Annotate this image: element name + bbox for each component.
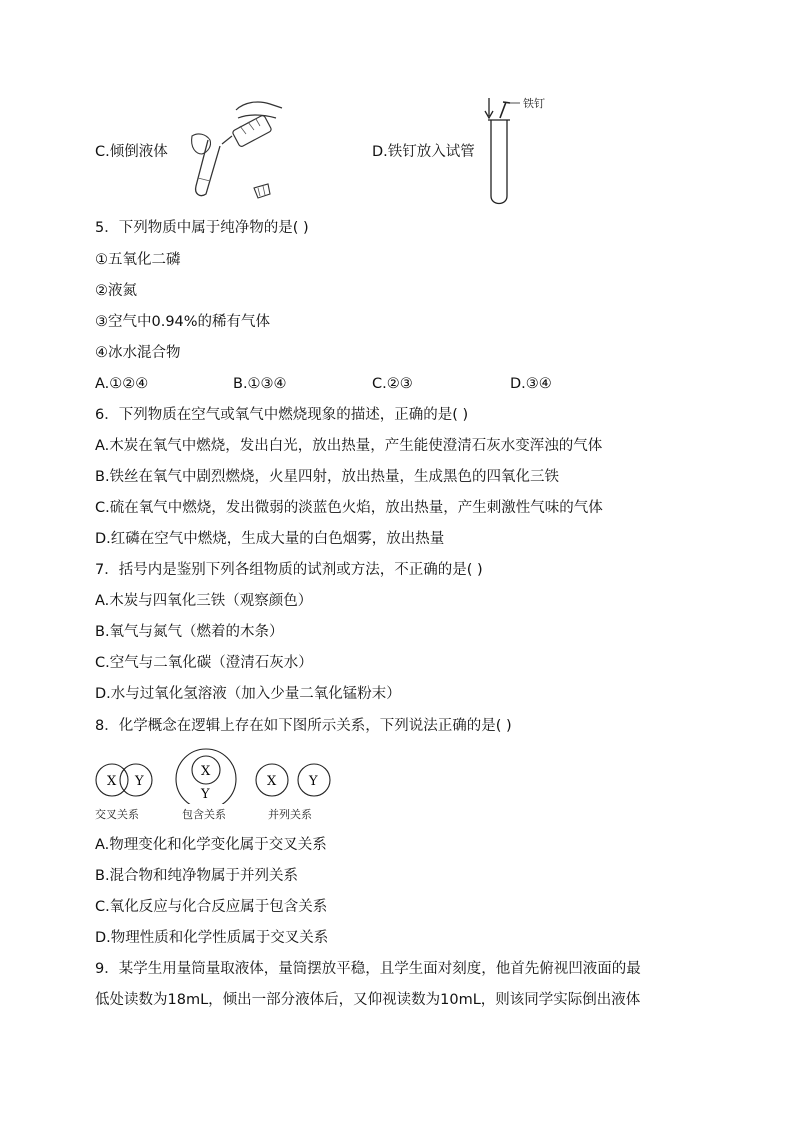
q9-stem-line-2: 低处读数为18mL，倾出一部分液体后，又仰视读数为10mL，则该同学实际倒出液体 xyxy=(95,992,641,1008)
q4-option-d: D.铁钉放入试管 xyxy=(372,144,475,160)
q6-option-c: C.硫在氧气中燃烧，发出微弱的淡蓝色火焰，放出热量，产生刺激性气味的气体 xyxy=(95,500,603,516)
pouring-liquid-illustration xyxy=(178,96,288,204)
nail-label: 铁钉 xyxy=(523,97,545,110)
q8-option-d: D.物理性质和化学性质属于交叉关系 xyxy=(95,930,329,946)
q7-stem: 7．括号内是鉴别下列各组物质的试剂或方法，不正确的是( ) xyxy=(95,562,483,578)
q5-item-1: ①五氧化二磷 xyxy=(95,252,181,268)
contain-x-label: X xyxy=(201,764,211,779)
cross-x-label: X xyxy=(107,774,117,789)
q5-item-4: ④冰水混合物 xyxy=(95,345,181,361)
nail-into-tube-illustration xyxy=(480,94,560,208)
contain-y-label: Y xyxy=(201,787,210,802)
logic-relationship-diagram xyxy=(94,748,344,804)
q8-option-b: B.混合物和纯净物属于并列关系 xyxy=(95,868,299,884)
q9-stem-line-1: 9．某学生用量筒量取液体，量筒摆放平稳，且学生面对刻度，他首先俯视凹液面的最 xyxy=(95,961,641,977)
q7-option-a: A.木炭与四氧化三铁（观察颜色） xyxy=(95,593,313,609)
q7-option-b: B.氧气与氮气（燃着的木条） xyxy=(95,624,284,640)
q7-option-d: D.水与过氧化氢溶液（加入少量二氧化锰粉末） xyxy=(95,686,401,702)
cross-relation-label: 交叉关系 xyxy=(95,808,139,821)
parallel-y-label: Y xyxy=(309,774,318,789)
q8-option-a: A.物理变化和化学变化属于交叉关系 xyxy=(95,837,327,853)
q5-option-a: A.①②④ xyxy=(95,376,149,392)
q5-option-c: C.②③ xyxy=(372,376,413,392)
q6-option-b: B.铁丝在氧气中剧烈燃烧，火星四射，放出热量，生成黑色的四氧化三铁 xyxy=(95,469,560,485)
q5-option-b: B.①③④ xyxy=(233,376,287,392)
parallel-x-label: X xyxy=(267,774,277,789)
q8-option-c: C.氧化反应与化合反应属于包含关系 xyxy=(95,899,328,915)
contain-relation-label: 包含关系 xyxy=(182,808,226,821)
q8-stem: 8．化学概念在逻辑上存在如下图所示关系，下列说法正确的是( ) xyxy=(95,718,512,734)
q7-option-c: C.空气与二氧化碳（澄清石灰水） xyxy=(95,655,313,671)
cross-y-label: Y xyxy=(135,774,144,789)
q6-option-a: A.木炭在氧气中燃烧，发出白光，放出热量，产生能使澄清石灰水变浑浊的气体 xyxy=(95,438,603,454)
q6-option-d: D.红磷在空气中燃烧，生成大量的白色烟雾，放出热量 xyxy=(95,531,445,547)
q5-item-3: ③空气中0.94%的稀有气体 xyxy=(95,314,271,330)
parallel-relation-label: 并列关系 xyxy=(268,808,312,821)
q5-item-2: ②液氮 xyxy=(95,283,137,299)
q6-stem: 6．下列物质在空气或氧气中燃烧现象的描述，正确的是( ) xyxy=(95,407,469,423)
q4-option-c: C.倾倒液体 xyxy=(95,144,168,160)
q5-stem: 5．下列物质中属于纯净物的是( ) xyxy=(95,220,309,236)
q5-option-d: D.③④ xyxy=(510,376,552,392)
